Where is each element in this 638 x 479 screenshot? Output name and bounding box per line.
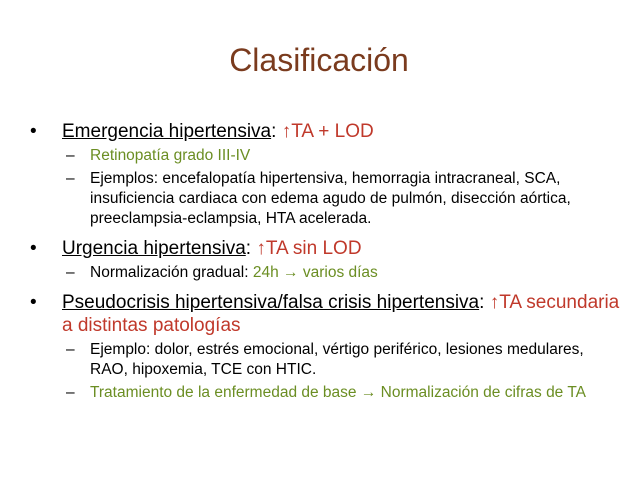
sub-prefix: Normalización gradual: <box>90 264 249 281</box>
dash-marker: – <box>66 264 75 281</box>
sub-text: Ejemplo: dolor, estrés emocional, vértigo periférico, lesiones medulares, RAO, hipoxemia, TCE con HTIC. <box>90 341 584 378</box>
arrow-right-icon: → <box>360 384 377 401</box>
term-emergencia: Emergencia hipertensiva <box>62 121 272 142</box>
desc-pseudocrisis: ↑TA secundaria a distintas patologías <box>62 292 620 336</box>
sub-text: Retinopatía grado III-IV <box>90 147 251 164</box>
sub-retinopatia <box>30 146 620 166</box>
bullet-pseudocrisis <box>30 291 620 337</box>
bullet-emergencia <box>30 120 620 143</box>
term-separator: : <box>245 238 252 259</box>
sub-text: Normalización de cifras de TA <box>380 384 586 401</box>
sub-tratamiento <box>30 383 620 403</box>
arrow-right-icon: → <box>283 264 299 281</box>
bullet-marker: • <box>30 238 37 259</box>
bullet-marker: • <box>30 121 37 142</box>
desc-urgencia: ↑TA sin LOD <box>256 238 362 259</box>
dash-marker: – <box>66 384 75 401</box>
slide-title: Clasificación <box>229 42 409 78</box>
dash-marker: – <box>66 170 75 187</box>
term-urgencia: Urgencia hipertensiva <box>62 238 246 259</box>
sub-ejemplos-emergencia <box>30 169 620 229</box>
sub-text: Tratamiento de la enfermedad de base <box>90 384 357 401</box>
dash-marker: – <box>66 147 75 164</box>
term-separator: : <box>271 121 277 142</box>
bullet-list <box>30 112 620 403</box>
dash-marker: – <box>66 341 75 358</box>
sub-normalizacion <box>30 263 620 283</box>
bullet-marker: • <box>30 292 37 313</box>
sub-value-dias: varios días <box>302 264 378 281</box>
desc-emergencia: ↑TA + LOD <box>281 121 374 142</box>
sub-ejemplo-pseudocrisis <box>30 340 620 380</box>
term-pseudocrisis: Pseudocrisis hipertensiva/falsa crisis hipertensiva <box>62 292 480 313</box>
term-separator: : <box>479 292 485 313</box>
bullet-urgencia <box>30 237 620 260</box>
sub-value-24h: 24h <box>252 264 279 281</box>
sub-text: Ejemplos: encefalopatía hipertensiva, hemorragia intracraneal, SCA, insuficiencia cardiaca con edema agudo de pulmón, disección aórtica, preeclampsia-eclampsia, HTA acelerada. <box>90 170 571 227</box>
